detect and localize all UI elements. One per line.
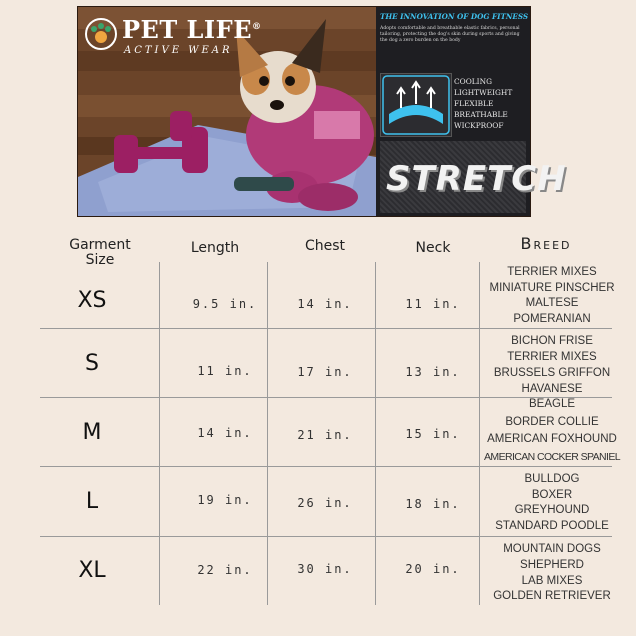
breed-item: BORDER COLLIE — [505, 415, 599, 428]
stretch-label: STRETCH — [386, 159, 567, 199]
breed-item: MINIATURE PINSCHER — [489, 281, 615, 294]
stretch-badge — [380, 141, 567, 213]
feature-item: FLEXIBLE — [454, 99, 494, 108]
breed-item: MOUNTAIN DOGS — [503, 543, 601, 555]
breed-item: LAB MIXES — [521, 574, 583, 587]
breed-item: BEAGLE — [528, 398, 576, 410]
chest-value: 26 in. — [297, 496, 353, 510]
feature-panel — [376, 7, 567, 216]
brand-subtitle: ACTIVE WEAR — [124, 45, 233, 56]
size-label: XS — [77, 288, 107, 313]
breed-item: AMERICAN FOXHOUND — [487, 433, 617, 445]
grid-divider — [479, 262, 480, 605]
breed-list — [482, 396, 622, 466]
feature-panel-description: Adopts comfortable and breathable elastic fabrics, personal tailoring, protecting the dog's skin during sports and giving the dog a zero burden on the body — [380, 26, 520, 43]
breed-item: GREYHOUND — [514, 504, 590, 516]
header-chest: Chest — [304, 238, 346, 254]
feature-panel-title: THE INNOVATION OF DOG FITNESS — [380, 12, 529, 21]
size-label: L — [85, 489, 99, 514]
fabric-airflow-icon — [380, 73, 452, 137]
grid-divider — [40, 466, 612, 467]
paw-logo-icon — [84, 17, 118, 51]
chest-value: 17 in. — [297, 365, 353, 379]
grid-divider — [159, 262, 160, 605]
breed-item: AMERICAN COCKER SPANIEL — [484, 450, 620, 463]
grid-divider — [40, 536, 612, 537]
chest-value: 30 in. — [297, 562, 353, 576]
length-value: 22 in. — [197, 563, 253, 577]
grid-divider — [375, 262, 376, 605]
breed-list — [482, 265, 622, 327]
size-label: M — [82, 420, 102, 445]
header-garment-label: Garment — [69, 237, 131, 253]
product-banner — [77, 6, 567, 217]
breed-item: MALTESE — [525, 297, 579, 309]
chest-value: 21 in. — [297, 428, 353, 442]
header-garment-size — [62, 238, 138, 268]
breed-list — [482, 542, 622, 605]
breed-list — [482, 333, 622, 397]
breed-item: BRUSSELS GRIFFON — [493, 367, 611, 379]
breed-item: POMERANIAN — [513, 312, 591, 325]
breed-item: TERRIER MIXES — [507, 351, 597, 363]
header-breed: Breed — [520, 234, 572, 253]
feature-item: BREATHABLE — [454, 110, 508, 119]
brand-name: PET LIFE® — [122, 15, 262, 44]
breed-item: TERRIER MIXES — [507, 266, 597, 278]
neck-value: 13 in. — [405, 365, 461, 379]
grid-divider — [40, 328, 612, 329]
header-length: Length — [190, 240, 240, 256]
feature-item: LIGHTWEIGHT — [454, 88, 513, 97]
breed-item: SHEPHERD — [520, 558, 584, 571]
neck-value: 20 in. — [405, 562, 461, 576]
length-value: 11 in. — [197, 364, 253, 378]
breed-item: BICHON FRISE — [511, 335, 593, 347]
size-label: XL — [78, 558, 106, 583]
feature-item: WICKPROOF — [454, 121, 504, 130]
breed-item: HAVANESE — [521, 383, 583, 395]
breed-item: STANDARD POODLE — [495, 519, 609, 532]
breed-item: GOLDEN RETRIEVER — [493, 590, 611, 603]
neck-value: 18 in. — [405, 497, 461, 511]
length-value: 14 in. — [197, 426, 253, 440]
header-size-label: Size — [85, 252, 115, 268]
length-value: 9.5 in. — [192, 297, 258, 311]
breed-item: BULLDOG — [524, 473, 580, 485]
feature-list — [454, 76, 512, 131]
neck-value: 11 in. — [405, 297, 461, 311]
header-neck: Neck — [415, 240, 451, 256]
size-label: S — [85, 351, 99, 376]
breed-list — [482, 472, 622, 534]
chest-value: 14 in. — [297, 297, 353, 311]
neck-value: 15 in. — [405, 427, 461, 441]
length-value: 19 in. — [197, 493, 253, 507]
breed-item: BOXER — [531, 488, 573, 501]
feature-item: COOLING — [454, 77, 492, 86]
